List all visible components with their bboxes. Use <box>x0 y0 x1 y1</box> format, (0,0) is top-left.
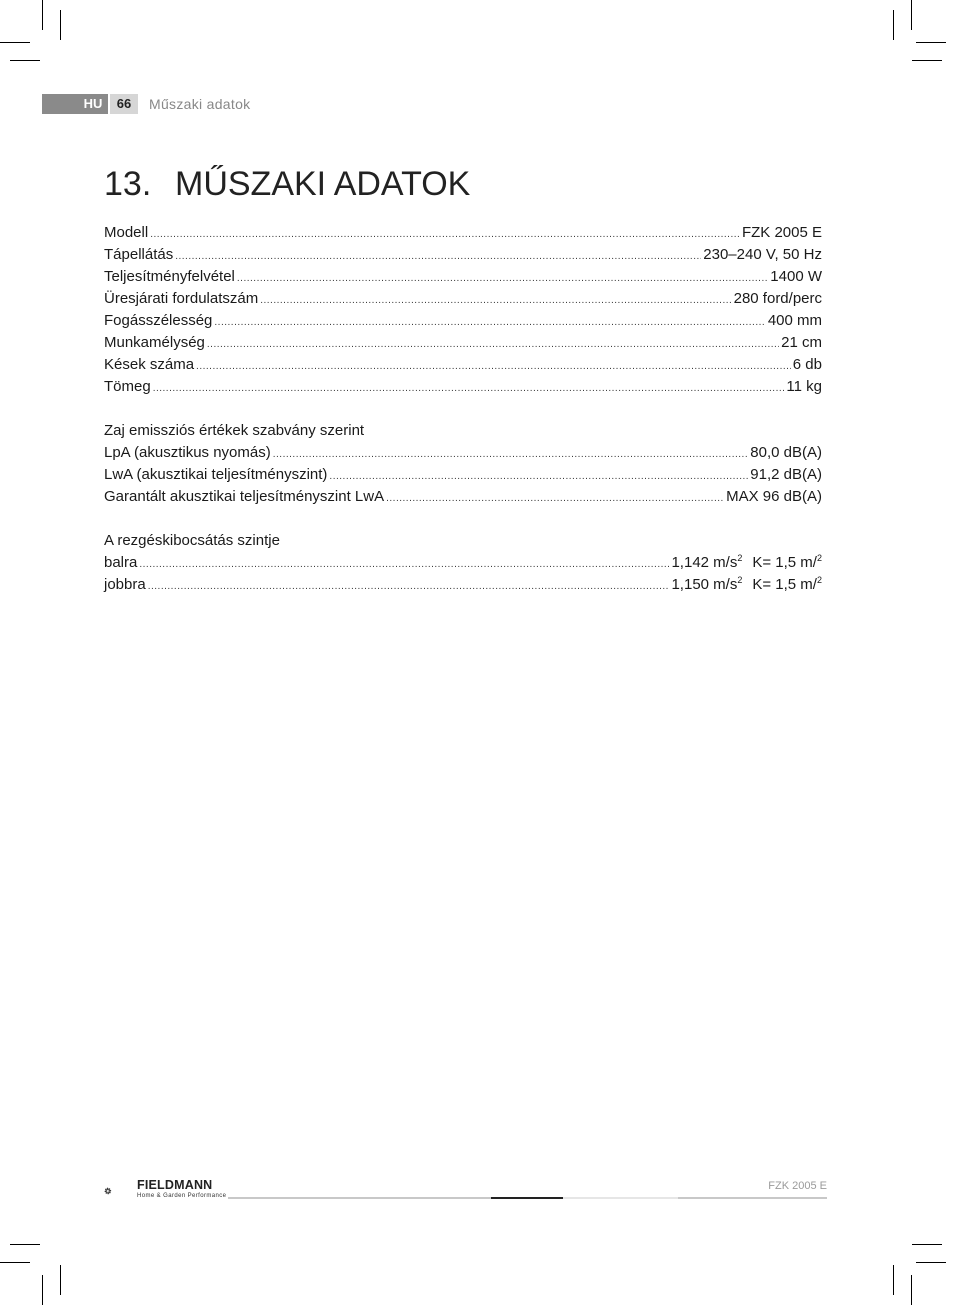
spec-value: 230–240 V, 50 Hz <box>703 246 822 263</box>
crop-mark <box>0 1262 30 1263</box>
dot-leader <box>175 246 701 268</box>
spec-value: 6 db <box>792 356 822 373</box>
superscript: 2 <box>816 553 822 563</box>
vibration-section-title: A rezgéskibocsátás szintje <box>104 532 280 549</box>
footer-rule <box>678 1197 827 1199</box>
dot-leader <box>196 356 791 378</box>
spec-label: Üresjárati fordulatszám <box>104 290 259 307</box>
page-number: 66 <box>110 94 138 114</box>
vibration-value: 1,150 m/s <box>671 576 738 593</box>
crop-mark <box>893 1265 894 1295</box>
spec-content <box>104 222 822 596</box>
chapter-heading <box>104 162 470 206</box>
superscript: 2 <box>816 575 822 585</box>
crop-mark <box>893 10 894 40</box>
dot-leader <box>237 268 768 290</box>
brand-name: FIELDMANN <box>137 1178 213 1192</box>
spec-value: 400 mm <box>767 312 822 329</box>
spec-row-working-width <box>104 310 822 332</box>
crop-mark <box>60 10 61 40</box>
fieldmann-logo-icon <box>104 1176 136 1206</box>
uncertainty-value <box>752 552 822 574</box>
dot-leader <box>153 378 785 400</box>
spec-value <box>671 552 822 574</box>
footer-rule <box>563 1197 678 1199</box>
footer-rule <box>491 1197 563 1199</box>
spec-row-power-supply <box>104 244 822 266</box>
spec-row-working-depth <box>104 332 822 354</box>
crop-mark <box>10 60 40 61</box>
spacer <box>104 508 822 530</box>
spec-value: 80,0 dB(A) <box>750 444 822 461</box>
spacer <box>104 398 822 420</box>
dot-leader <box>214 312 765 334</box>
chapter-number: 13. <box>104 165 152 203</box>
noise-row-lwa <box>104 464 822 486</box>
footer-model: FZK 2005 E <box>768 1180 827 1192</box>
uncertainty-text: K= 1,5 m/ <box>752 554 817 571</box>
dot-leader <box>273 444 749 466</box>
chapter-title: MŰSZAKI ADATOK <box>175 165 471 203</box>
vibration-row-left <box>104 552 822 574</box>
spec-label: Tápellátás <box>104 246 174 263</box>
spec-value: 91,2 dB(A) <box>750 466 822 483</box>
footer-rule <box>228 1197 491 1199</box>
dot-leader <box>139 554 669 576</box>
spec-label: Kések száma <box>104 356 195 373</box>
spec-label: Tömeg <box>104 378 151 395</box>
dot-leader <box>150 224 740 246</box>
noise-row-lpa <box>104 442 822 464</box>
spec-value: 21 cm <box>781 334 822 351</box>
spec-label: jobbra <box>104 576 146 593</box>
spec-label: balra <box>104 554 138 571</box>
crop-mark <box>916 42 946 43</box>
spec-value: 11 kg <box>786 378 822 395</box>
superscript: 2 <box>737 553 743 563</box>
crop-mark <box>42 1275 43 1305</box>
dot-leader <box>386 488 724 510</box>
spec-value <box>671 574 822 596</box>
noise-row-guaranteed-lwa <box>104 486 822 508</box>
noise-section-title: Zaj emissziós értékek szabvány szerint <box>104 422 365 439</box>
dot-leader <box>260 290 731 312</box>
dot-leader <box>329 466 748 488</box>
uncertainty-text: K= 1,5 m/ <box>752 576 817 593</box>
spec-value: MAX 96 dB(A) <box>726 488 822 505</box>
superscript: 2 <box>737 575 743 585</box>
crop-mark <box>42 0 43 30</box>
uncertainty-value <box>752 574 822 596</box>
spec-row-idle-speed <box>104 288 822 310</box>
dot-leader <box>148 576 670 598</box>
spec-label: Teljesítményfelvétel <box>104 268 235 285</box>
spec-row-weight <box>104 376 822 398</box>
crop-mark <box>911 1275 912 1305</box>
vibration-row-right <box>104 574 822 596</box>
spec-label: Garantált akusztikai teljesítményszint LwA <box>104 488 385 505</box>
spec-label: Fogásszélesség <box>104 312 213 329</box>
spec-value: 1400 W <box>770 268 822 285</box>
spec-row-model <box>104 222 822 244</box>
crop-mark <box>10 1244 40 1245</box>
spec-label: LwA (akusztikai teljesítményszint) <box>104 466 328 483</box>
crop-mark <box>912 60 942 61</box>
crop-mark <box>60 1265 61 1295</box>
spec-row-blade-count <box>104 354 822 376</box>
language-code: HU <box>83 96 103 111</box>
spec-label: Modell <box>104 224 149 241</box>
brand-tagline: Home & Garden Performance <box>137 1193 227 1199</box>
crop-mark <box>912 1244 942 1245</box>
spec-value: FZK 2005 E <box>741 224 822 241</box>
crop-mark <box>911 0 912 30</box>
crop-mark <box>916 1262 946 1263</box>
spec-value: 280 ford/perc <box>733 290 822 307</box>
spec-label: LpA (akusztikus nyomás) <box>104 444 271 461</box>
spec-label: Munkamélység <box>104 334 205 351</box>
vibration-value: 1,142 m/s <box>671 554 738 571</box>
running-header-title: Műszaki adatok <box>149 96 251 112</box>
crop-mark <box>0 42 30 43</box>
spec-row-power-input <box>104 266 822 288</box>
dot-leader <box>207 334 779 356</box>
